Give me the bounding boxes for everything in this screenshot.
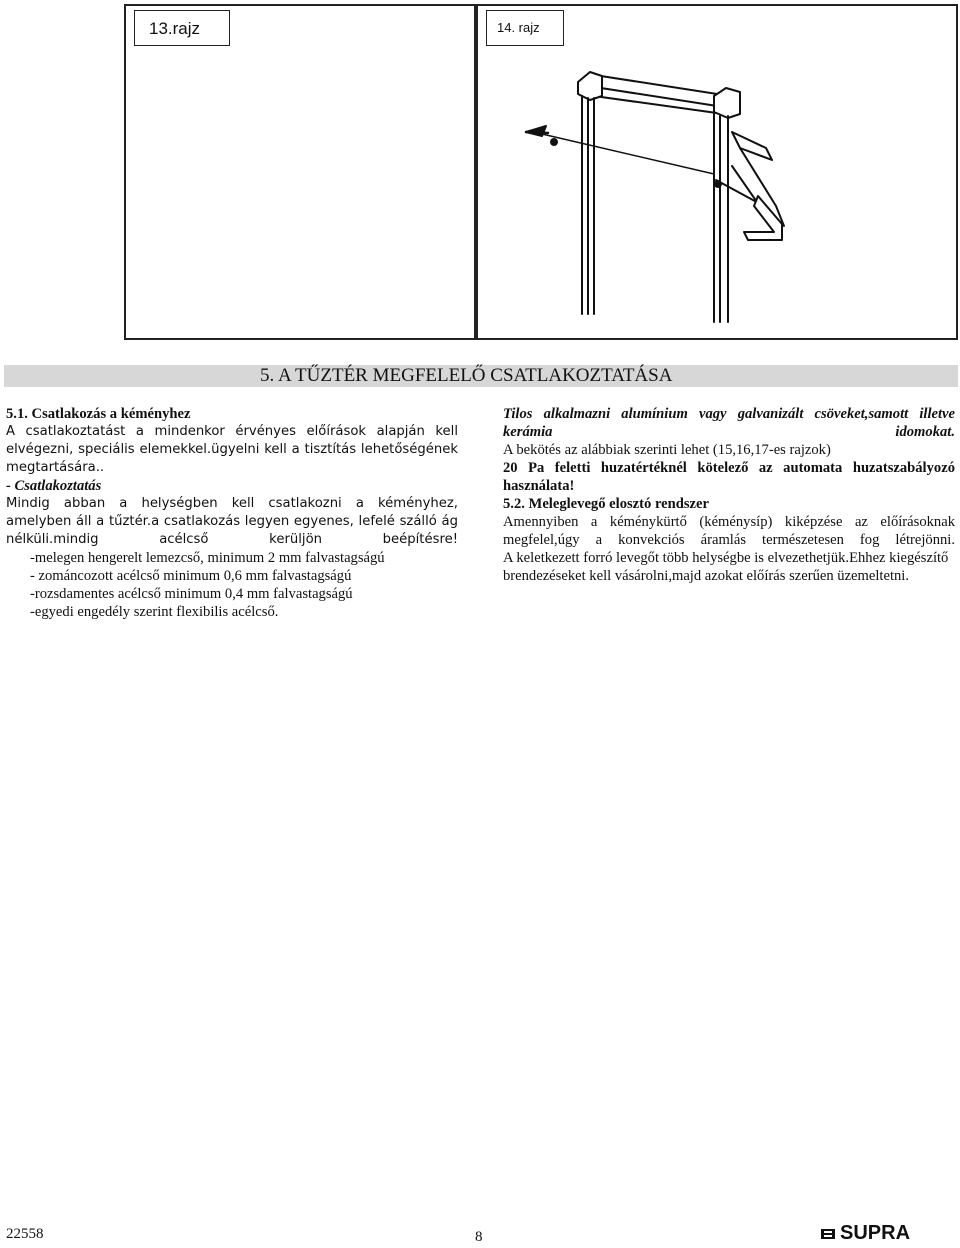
paragraph-convection: Amennyiben a kéménykürtő (kéménysíp) kiképzése az előírásoknak megfelel,úgy a konvekciós áramlás természetesen fog létrejönni. [503,514,955,548]
figure-13-label: 13.rajz [134,10,230,46]
paragraph-connection: A csatlakoztatást a mindenkor érvényes előírások alapján kell elvégezni, speciális elemekkel.ügyelni kell a tisztítás lehetőségének megtartására.. [6,424,458,475]
figure-14-frame [476,4,958,340]
bracket-drawing [518,56,798,326]
brand-name: SUPRA [840,1222,911,1244]
figure-14-label: 14. rajz [486,10,564,46]
draft-regulator-note: 20 Pa feletti huzatértéknél kötelező az automata huzatszabályozó használata! [503,460,955,494]
figure-13-frame [124,4,476,340]
left-column [6,405,458,621]
section-header-bar [4,365,958,387]
list-item: -melegen hengerelt lemezcső, minimum 2 mm falvastagságú [30,550,385,566]
footer-brand-logo [820,1222,910,1245]
paragraph-room-connection: Mindig abban a helységben kell csatlakozni a kéményhez, amelyben áll a tűztér.a csatlakozás legyen egyenes, lefelé szálló ág nélküli.mindig acélcső kerüljön beépítésre! [6,496,458,547]
heading-5-2: 5.2. Meleglevegő elosztó rendszer [503,496,709,512]
footer-document-code: 22558 [6,1226,44,1242]
footer-page-number: 8 [475,1229,483,1245]
paragraph-hot-air: A keletkezett forró levegőt több helységbe is elvezethetjük.Ehhez kiegészítő brendezéseket kell vásárolni,majd azokat előírás szerűen üzemeltetni. [503,550,949,584]
connection-note: A bekötés az alábbiak szerinti lehet (15,16,17-es rajzok) [503,442,831,458]
list-item: - zománcozott acélcső minimum 0,6 mm falvastagságú [30,568,352,584]
warning-text: Tilos alkalmazni alumínium vagy galvanizált csöveket,samott illetve kerámia idomokat. [503,406,955,440]
heading-5-1: 5.1. Csatlakozás a kéményhez [6,406,191,422]
right-column [503,405,955,585]
subheading-connection: - Csatlakoztatás [6,478,102,494]
section-title: 5. A TŰZTÉR MEGFELELŐ CSATLAKOZTATÁSA [260,365,673,386]
list-item: -rozsdamentes acélcső minimum 0,4 mm falvastagságú [30,586,353,602]
list-item: -egyedi engedély szerint flexibilis acélcső. [30,604,279,620]
brand-logo-icon [820,1227,836,1241]
